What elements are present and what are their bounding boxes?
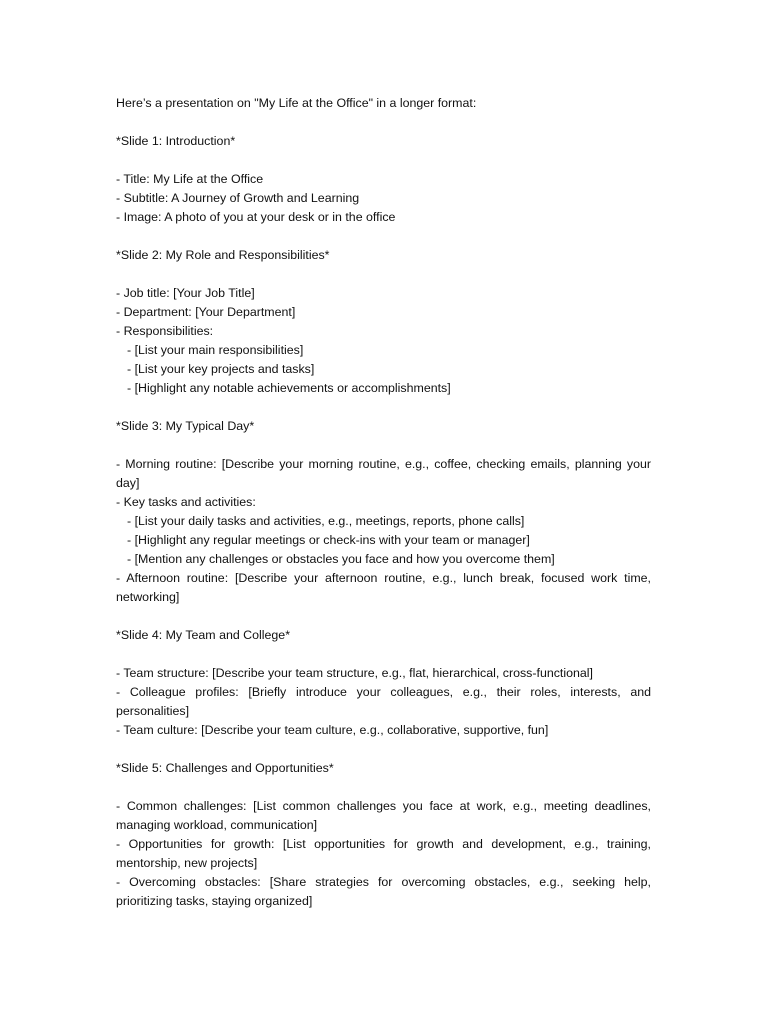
slide-3-afternoon-item: - Afternoon routine: [Describe your afternoon routine, e.g., lunch break, focused work time, networking] (116, 571, 651, 604)
slide-3-heading: *Slide 3: My Typical Day* (116, 419, 255, 433)
slide-3-subitem: - [List your daily tasks and activities, e.g., meetings, reports, phone calls] (127, 514, 525, 528)
spacer (116, 265, 651, 284)
slide-4-colleague-profiles-item: - Colleague profiles: [Briefly introduce your colleagues, e.g., their roles, interests, and personalities] (116, 685, 651, 718)
spacer (116, 151, 651, 170)
slide-1-image-item: - Image: A photo of you at your desk or in the office (116, 210, 396, 224)
slide-2-department-item: - Department: [Your Department] (116, 305, 296, 319)
slide-5-overcoming-obstacles-item: - Overcoming obstacles: [Share strategies for overcoming obstacles, e.g., seeking help, prioritizing tasks, staying organized] (116, 875, 651, 908)
intro-text: Here’s a presentation on "My Life at the Office" in a longer format: (116, 96, 477, 110)
spacer (116, 645, 651, 664)
slide-5-opportunities-item: - Opportunities for growth: [List opportunities for growth and development, e.g., training, mentorship, new projects] (116, 837, 651, 870)
spacer (116, 436, 651, 455)
slide-3-subitem: - [Highlight any regular meetings or check-ins with your team or manager] (127, 533, 530, 547)
spacer (116, 740, 651, 759)
slide-3-key-tasks-item: - Key tasks and activities: (116, 495, 256, 509)
slide-1-subtitle-item: - Subtitle: A Journey of Growth and Learning (116, 191, 360, 205)
spacer (116, 113, 651, 132)
slide-2-responsibilities-item: - Responsibilities: (116, 324, 214, 338)
slide-1-title-item: - Title: My Life at the Office (116, 172, 264, 186)
document-body (116, 94, 651, 911)
slide-4-heading: *Slide 4: My Team and College* (116, 628, 291, 642)
slide-3-subitem: - [Mention any challenges or obstacles you face and how you overcome them] (127, 552, 555, 566)
slide-4-team-culture-item: - Team culture: [Describe your team culture, e.g., collaborative, supportive, fun] (116, 723, 549, 737)
slide-2-subitem: - [List your key projects and tasks] (127, 362, 315, 376)
spacer (116, 607, 651, 626)
slide-5-common-challenges-item: - Common challenges: [List common challenges you face at work, e.g., meeting deadlines, managing workload, communication] (116, 799, 651, 832)
slide-2-heading: *Slide 2: My Role and Responsibilities* (116, 248, 330, 262)
slide-2-subitem: - [Highlight any notable achievements or accomplishments] (127, 381, 451, 395)
spacer (116, 778, 651, 797)
slide-2-subitem: - [List your main responsibilities] (127, 343, 304, 357)
slide-2-job-title-item: - Job title: [Your Job Title] (116, 286, 255, 300)
slide-4-team-structure-item: - Team structure: [Describe your team structure, e.g., flat, hierarchical, cross-functional] (116, 666, 593, 680)
spacer (116, 227, 651, 246)
spacer (116, 398, 651, 417)
slide-1-heading: *Slide 1: Introduction* (116, 134, 236, 148)
slide-5-heading: *Slide 5: Challenges and Opportunities* (116, 761, 334, 775)
slide-3-morning-item: - Morning routine: [Describe your morning routine, e.g., coffee, checking emails, planning your day] (116, 457, 651, 490)
